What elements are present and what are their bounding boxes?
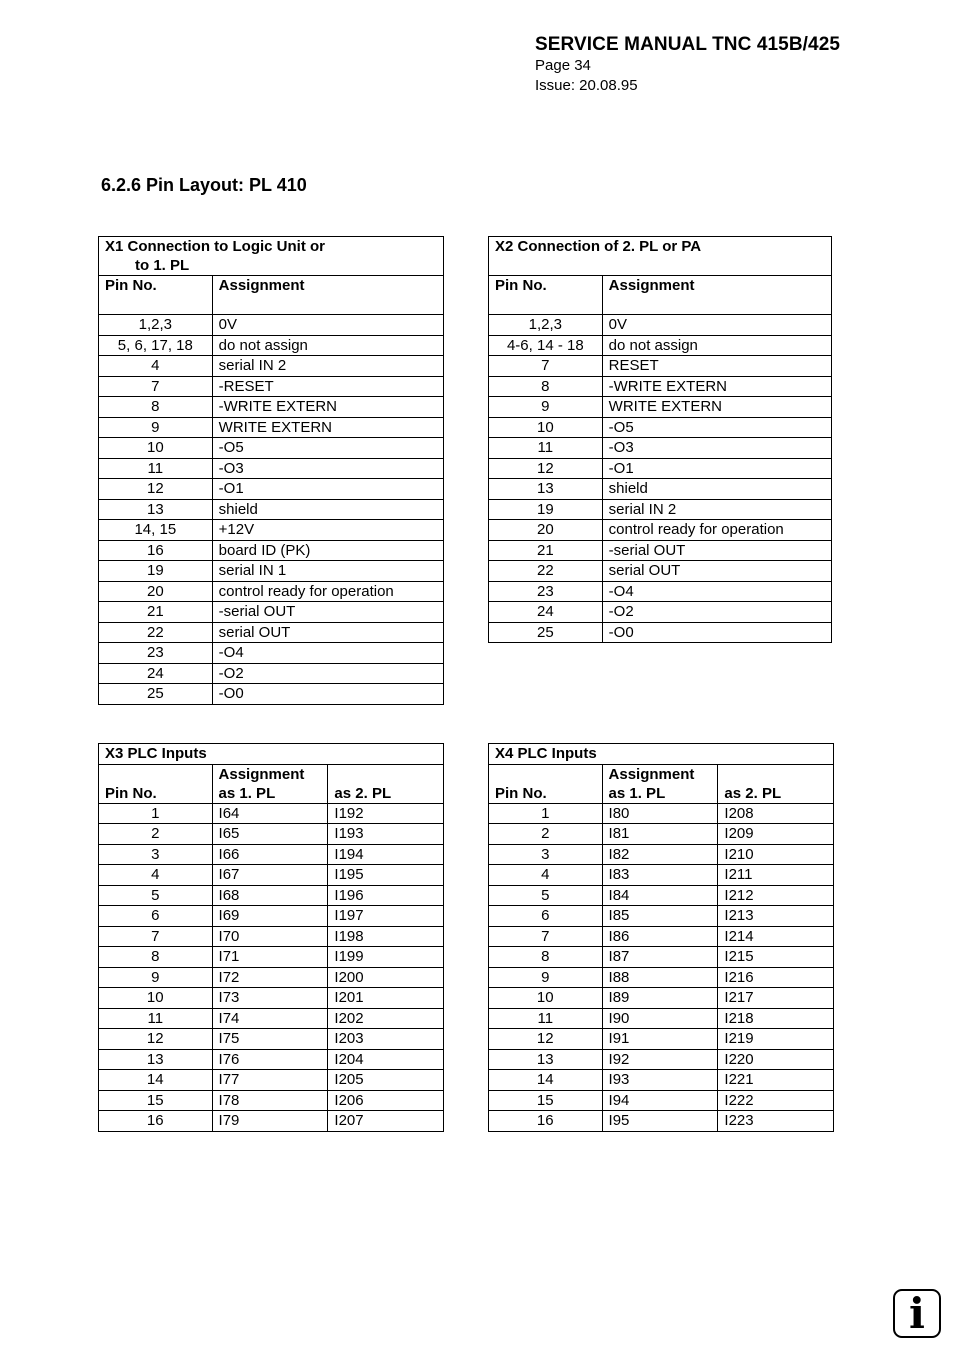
x2-header-pin: Pin No. [489,276,603,315]
table-row [489,581,832,602]
pin-number-cell: 12 [489,1029,603,1050]
pin-number-cell: 14, 15 [99,520,213,541]
pin-number-cell: 4-6, 14 - 18 [489,335,603,356]
table-row [99,561,444,582]
x3-caption: X3 PLC Inputs [99,744,444,765]
pin-number-cell: 16 [489,1111,603,1132]
assignment-2pl-cell: I203 [328,1029,444,1050]
table-row [99,479,444,500]
assignment-cell: I80 [602,803,718,824]
pin-number-cell: 5 [99,885,213,906]
pin-number-cell: 9 [99,967,213,988]
pin-number-cell: 21 [99,602,213,623]
x4-header-assignment-line2: as 1. PL [608,784,666,802]
assignment-cell: -WRITE EXTERN [602,376,831,397]
assignment-cell: -O4 [212,643,443,664]
pin-number-cell: 12 [489,458,603,479]
pin-number-cell: 13 [99,499,213,520]
pin-number-cell: 14 [489,1070,603,1091]
assignment-2pl-cell: I223 [718,1111,834,1132]
table-row [489,885,834,906]
assignment-cell: I95 [602,1111,718,1132]
table-row [99,356,444,377]
table-row [489,1070,834,1091]
pin-number-cell: 12 [99,479,213,500]
assignment-2pl-cell: I215 [718,947,834,968]
assignment-2pl-cell: I209 [718,824,834,845]
assignment-cell: -O2 [602,602,831,623]
table-row [489,1111,834,1132]
assignment-cell: -WRITE EXTERN [212,397,443,418]
pin-number-cell: 1,2,3 [99,315,213,336]
pin-number-cell: 7 [99,376,213,397]
assignment-cell: serial IN 2 [602,499,831,520]
x3-table [98,743,444,1132]
table-row [99,376,444,397]
assignment-cell: I83 [602,865,718,886]
x1-header-assignment: Assignment [212,276,443,315]
table-row [99,1029,444,1050]
table-row [489,520,832,541]
assignment-cell: -O3 [212,458,443,479]
assignment-cell: I75 [212,1029,328,1050]
assignment-2pl-cell: I219 [718,1029,834,1050]
assignment-cell: I69 [212,906,328,927]
assignment-cell: I77 [212,1070,328,1091]
pin-number-cell: 6 [99,906,213,927]
x4-table [488,743,834,1132]
x4-header-pin: Pin No. [489,764,603,803]
table-row [489,356,832,377]
x4-header-assignment [602,764,718,803]
assignment-cell: do not assign [602,335,831,356]
assignment-cell: I90 [602,1008,718,1029]
assignment-cell: I72 [212,967,328,988]
assignment-cell: I78 [212,1090,328,1111]
table-row [489,947,834,968]
assignment-cell: WRITE EXTERN [212,417,443,438]
assignment-2pl-cell: I200 [328,967,444,988]
pin-number-cell: 1 [489,803,603,824]
assignment-cell: control ready for operation [602,520,831,541]
assignment-2pl-cell: I214 [718,926,834,947]
table-row [489,438,832,459]
x3-header-pin: Pin No. [99,764,213,803]
pin-number-cell: 7 [489,356,603,377]
assignment-2pl-cell: I193 [328,824,444,845]
assignment-cell: I68 [212,885,328,906]
x3-header-assignment [212,764,328,803]
table-row [489,602,832,623]
table-row [99,499,444,520]
pin-number-cell: 13 [489,1049,603,1070]
table-row [99,885,444,906]
x1-table [98,236,444,705]
pin-number-cell: 19 [99,561,213,582]
table-row [99,458,444,479]
pin-number-cell: 2 [99,824,213,845]
pin-number-cell: 10 [489,988,603,1009]
table-row [99,1111,444,1132]
pin-number-cell: 3 [99,844,213,865]
table-row [99,417,444,438]
pin-number-cell: 22 [99,622,213,643]
assignment-2pl-cell: I210 [718,844,834,865]
assignment-cell: I86 [602,926,718,947]
assignment-cell: -serial OUT [212,602,443,623]
assignment-cell: I76 [212,1049,328,1070]
pin-number-cell: 15 [99,1090,213,1111]
pin-number-cell: 13 [489,479,603,500]
section-title: 6.2.6 Pin Layout: PL 410 [101,175,307,195]
pin-number-cell: 16 [99,1111,213,1132]
assignment-cell: -O5 [602,417,831,438]
x2-header-assignment: Assignment [602,276,831,315]
pin-number-cell: 1 [99,803,213,824]
x4-caption: X4 PLC Inputs [489,744,834,765]
pin-number-cell: 7 [489,926,603,947]
pin-number-cell: 8 [489,947,603,968]
table-row [99,397,444,418]
pin-number-cell: 4 [489,865,603,886]
pin-number-cell: 10 [489,417,603,438]
assignment-cell: I79 [212,1111,328,1132]
assignment-cell: serial IN 1 [212,561,443,582]
assignment-cell: I93 [602,1070,718,1091]
table-row [99,967,444,988]
assignment-2pl-cell: I204 [328,1049,444,1070]
pin-number-cell: 5 [489,885,603,906]
pin-number-cell: 11 [99,458,213,479]
pin-number-cell: 23 [99,643,213,664]
pin-number-cell: 7 [99,926,213,947]
table-row [489,1090,834,1111]
assignment-2pl-cell: I211 [718,865,834,886]
table-row [489,1049,834,1070]
pin-number-cell: 9 [489,967,603,988]
assignment-2pl-cell: I216 [718,967,834,988]
pin-number-cell: 20 [489,520,603,541]
pin-number-cell: 24 [99,663,213,684]
assignment-2pl-cell: I206 [328,1090,444,1111]
table-row [489,926,834,947]
pin-number-cell: 1,2,3 [489,315,603,336]
x3-header-assignment-line1: Assignment [218,765,305,783]
x1-header-pin: Pin No. [99,276,213,315]
assignment-2pl-cell: I212 [718,885,834,906]
assignment-2pl-cell: I222 [718,1090,834,1111]
assignment-cell: -O0 [212,684,443,705]
table-row [99,581,444,602]
table-row [489,988,834,1009]
pin-number-cell: 12 [99,1029,213,1050]
assignment-2pl-cell: I217 [718,988,834,1009]
assignment-cell: I73 [212,988,328,1009]
assignment-cell: -O3 [602,438,831,459]
assignment-cell: shield [212,499,443,520]
pin-number-cell: 20 [99,581,213,602]
assignment-cell: do not assign [212,335,443,356]
assignment-cell: 0V [602,315,831,336]
assignment-2pl-cell: I192 [328,803,444,824]
assignment-2pl-cell: I194 [328,844,444,865]
assignment-2pl-cell: I208 [718,803,834,824]
pin-number-cell: 21 [489,540,603,561]
page-number: Page 34 [535,57,591,74]
assignment-cell: I85 [602,906,718,927]
table-row [99,824,444,845]
pin-number-cell: 24 [489,602,603,623]
assignment-cell: I84 [602,885,718,906]
table-row [99,602,444,623]
x2-caption: X2 Connection of 2. PL or PA [489,237,832,276]
assignment-cell: -serial OUT [602,540,831,561]
assignment-2pl-cell: I207 [328,1111,444,1132]
pin-number-cell: 11 [489,1008,603,1029]
assignment-cell: I70 [212,926,328,947]
pin-number-cell: 5, 6, 17, 18 [99,335,213,356]
table-row [99,622,444,643]
table-row [99,335,444,356]
assignment-cell: -RESET [212,376,443,397]
assignment-cell: I88 [602,967,718,988]
assignment-cell: -O0 [602,622,831,643]
x1-caption-line2: to 1. PL [135,257,190,274]
assignment-cell: I65 [212,824,328,845]
table-row [489,335,832,356]
assignment-cell: -O4 [602,581,831,602]
table-row [99,1090,444,1111]
assignment-cell: WRITE EXTERN [602,397,831,418]
assignment-2pl-cell: I218 [718,1008,834,1029]
x4-header-2pl: as 2. PL [718,764,834,803]
assignment-cell: -O1 [212,479,443,500]
assignment-2pl-cell: I198 [328,926,444,947]
assignment-2pl-cell: I196 [328,885,444,906]
pin-number-cell: 13 [99,1049,213,1070]
table-row [489,376,832,397]
assignment-cell: serial IN 2 [212,356,443,377]
assignment-cell: I67 [212,865,328,886]
table-row [99,865,444,886]
assignment-cell: serial OUT [602,561,831,582]
pin-number-cell: 22 [489,561,603,582]
assignment-cell: I82 [602,844,718,865]
pin-number-cell: 15 [489,1090,603,1111]
assignment-cell: I91 [602,1029,718,1050]
table-row [99,520,444,541]
info-icon-glyph: i [909,1289,925,1338]
assignment-cell: +12V [212,520,443,541]
pin-number-cell: 25 [489,622,603,643]
table-row [489,540,832,561]
pin-number-cell: 9 [99,417,213,438]
manual-title: SERVICE MANUAL TNC 415B/425 [535,34,841,55]
table-row [489,397,832,418]
table-row [99,540,444,561]
assignment-cell: shield [602,479,831,500]
assignment-cell: I94 [602,1090,718,1111]
assignment-2pl-cell: I199 [328,947,444,968]
assignment-2pl-cell: I205 [328,1070,444,1091]
assignment-cell: I64 [212,803,328,824]
pin-number-cell: 2 [489,824,603,845]
assignment-cell: board ID (PK) [212,540,443,561]
x4-header-assignment-line1: Assignment [608,765,695,783]
table-row [489,315,832,336]
pin-number-cell: 6 [489,906,603,927]
table-row [489,906,834,927]
table-row [99,803,444,824]
pin-number-cell: 11 [489,438,603,459]
table-row [99,1070,444,1091]
assignment-cell: -O5 [212,438,443,459]
pin-number-cell: 8 [99,947,213,968]
table-row [489,499,832,520]
assignment-2pl-cell: I195 [328,865,444,886]
pin-number-cell: 14 [99,1070,213,1091]
table-row [489,622,832,643]
table-row [489,561,832,582]
pin-number-cell: 9 [489,397,603,418]
table-row [99,643,444,664]
pin-number-cell: 19 [489,499,603,520]
table-row [489,844,834,865]
table-row [489,458,832,479]
assignment-cell: -O2 [212,663,443,684]
assignment-cell: serial OUT [212,622,443,643]
table-row [99,663,444,684]
assignment-cell: I71 [212,947,328,968]
x3-header-assignment-line2: as 1. PL [218,784,276,802]
table-row [99,684,444,705]
table-row [489,803,834,824]
x2-table [488,236,832,643]
pin-number-cell: 11 [99,1008,213,1029]
table-row [489,1008,834,1029]
pin-number-cell: 8 [489,376,603,397]
table-row [489,1029,834,1050]
pin-number-cell: 23 [489,581,603,602]
assignment-2pl-cell: I220 [718,1049,834,1070]
table-row [99,1049,444,1070]
assignment-2pl-cell: I201 [328,988,444,1009]
issue-date: Issue: 20.08.95 [535,77,638,94]
assignment-2pl-cell: I213 [718,906,834,927]
table-row [99,947,444,968]
pin-number-cell: 16 [99,540,213,561]
table-row [489,967,834,988]
table-row [99,438,444,459]
pin-number-cell: 10 [99,988,213,1009]
pin-number-cell: 10 [99,438,213,459]
x1-caption [99,237,444,276]
pin-number-cell: 8 [99,397,213,418]
assignment-cell: I66 [212,844,328,865]
page-header [535,34,840,96]
table-row [489,417,832,438]
assignment-cell: I81 [602,824,718,845]
assignment-cell: I87 [602,947,718,968]
table-row [489,865,834,886]
assignment-cell: RESET [602,356,831,377]
assignment-2pl-cell: I197 [328,906,444,927]
table-row [489,479,832,500]
assignment-cell: I92 [602,1049,718,1070]
x1-caption-line1: X1 Connection to Logic Unit or [105,238,325,255]
table-row [99,844,444,865]
pin-number-cell: 25 [99,684,213,705]
assignment-cell: I89 [602,988,718,1009]
table-row [99,315,444,336]
table-row [99,988,444,1009]
table-row [99,926,444,947]
assignment-cell: -O1 [602,458,831,479]
assignment-cell: I74 [212,1008,328,1029]
table-row [99,1008,444,1029]
assignment-cell: control ready for operation [212,581,443,602]
pin-number-cell: 4 [99,356,213,377]
info-icon [893,1289,941,1338]
assignment-cell: 0V [212,315,443,336]
table-row [489,824,834,845]
pin-number-cell: 3 [489,844,603,865]
assignment-2pl-cell: I202 [328,1008,444,1029]
x3-header-2pl: as 2. PL [328,764,444,803]
table-row [99,906,444,927]
assignment-2pl-cell: I221 [718,1070,834,1091]
pin-number-cell: 4 [99,865,213,886]
